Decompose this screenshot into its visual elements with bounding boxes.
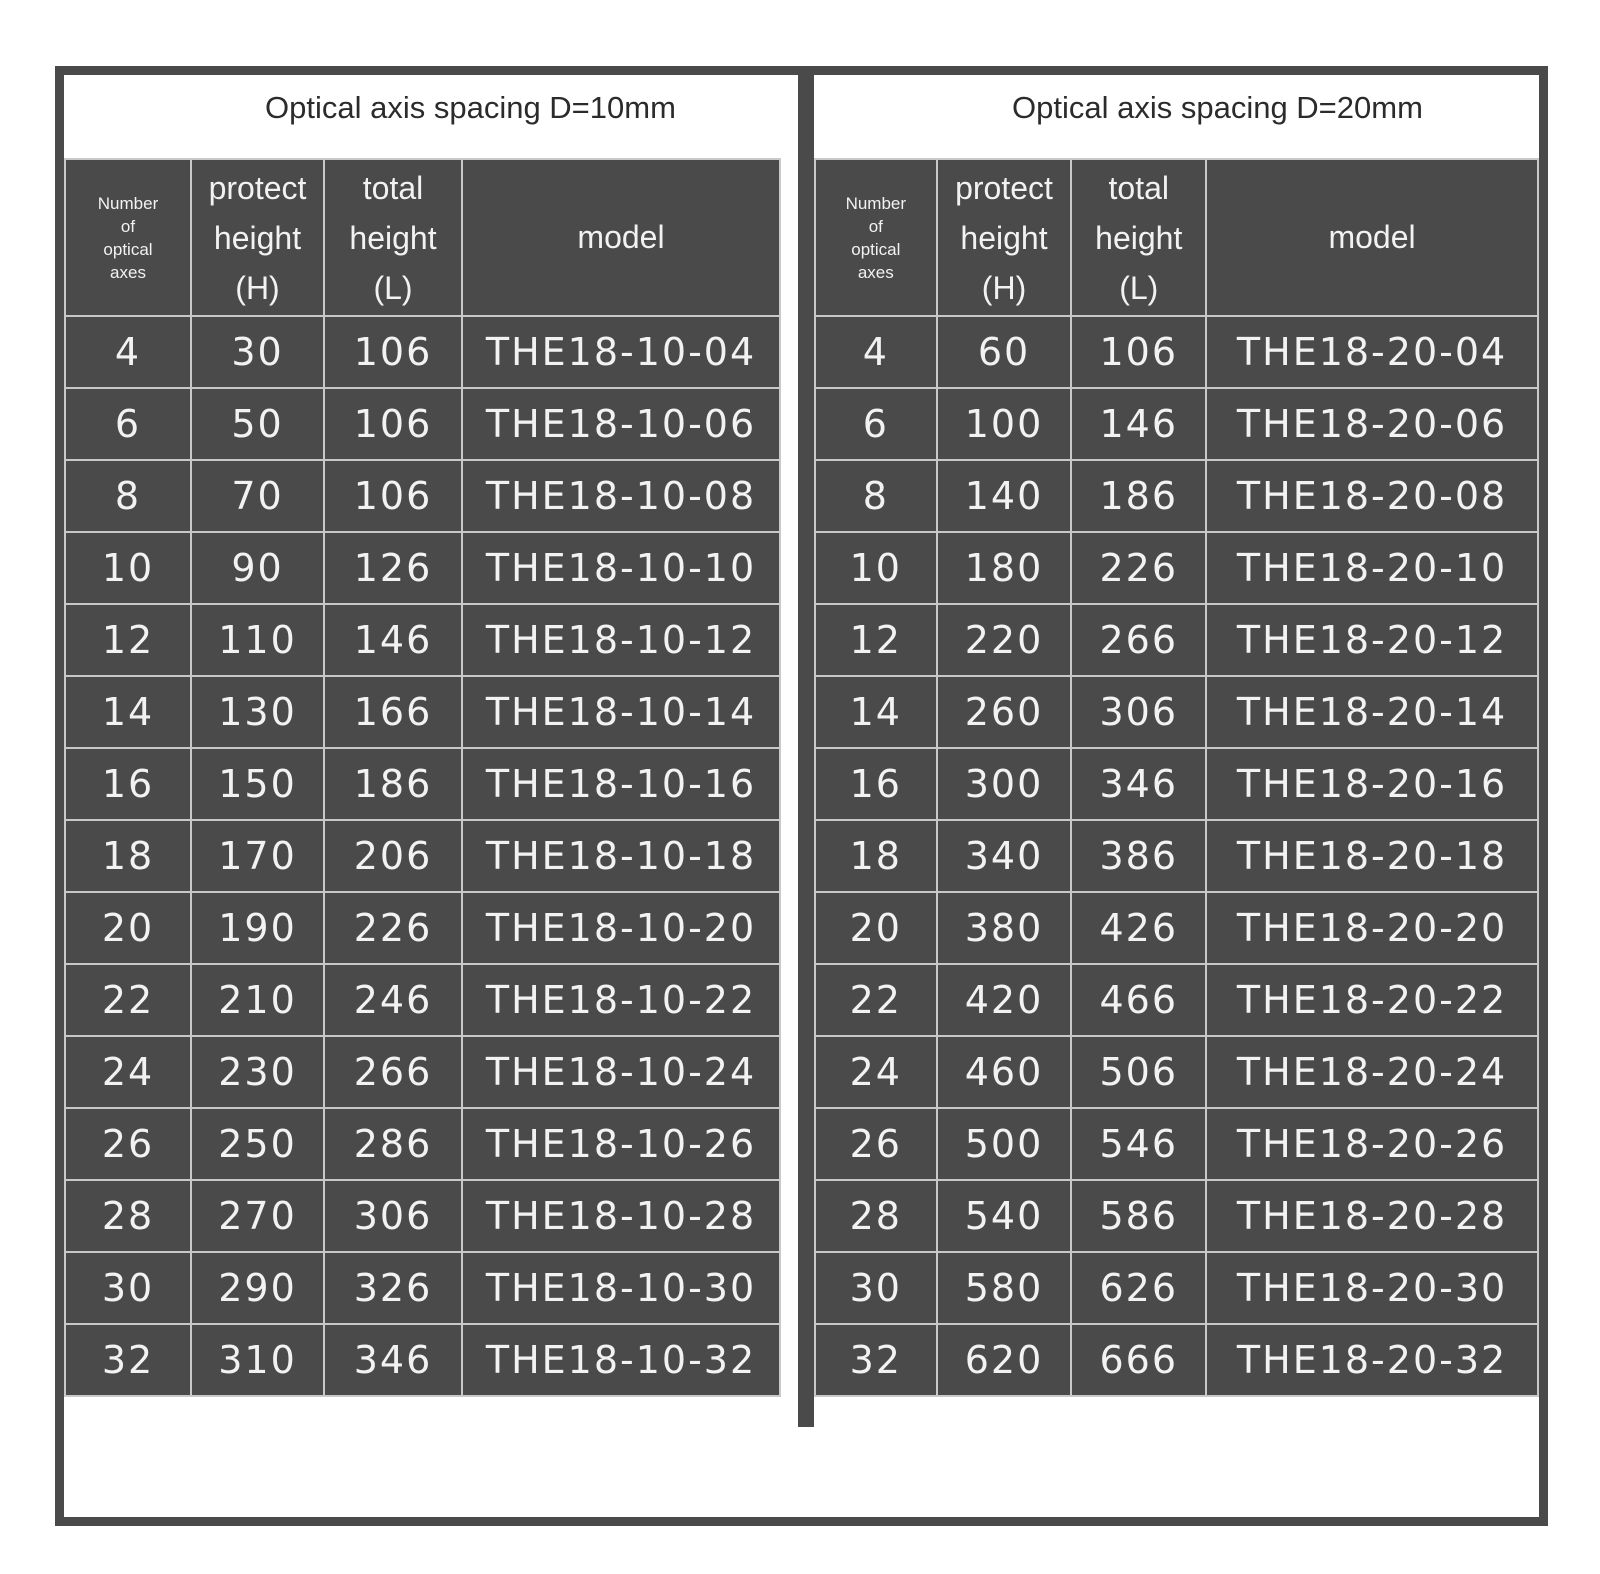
axes-count-cell: 18 [65, 820, 191, 892]
table-row [815, 892, 1538, 964]
header-model: model [1206, 159, 1538, 316]
protect-height-cell: 260 [937, 676, 1072, 748]
total-height-cell: 426 [1071, 892, 1206, 964]
header-axes-line: axes [110, 262, 146, 282]
model-cell: THE18-20-04 [1206, 316, 1538, 388]
model-cell: THE18-20-14 [1206, 676, 1538, 748]
total-height-cell: 306 [1071, 676, 1206, 748]
protect-height-cell: 110 [191, 604, 324, 676]
axes-count-cell: 6 [815, 388, 937, 460]
header-total-line: height [1095, 219, 1183, 256]
total-height-cell: 246 [324, 964, 462, 1036]
protect-height-cell: 140 [937, 460, 1072, 532]
table-row [815, 1324, 1538, 1396]
total-height-cell: 186 [324, 748, 462, 820]
protect-height-cell: 300 [937, 748, 1072, 820]
protect-height-cell: 540 [937, 1180, 1072, 1252]
total-height-cell: 146 [1071, 388, 1206, 460]
axes-count-cell: 12 [815, 604, 937, 676]
axes-count-cell: 32 [815, 1324, 937, 1396]
protect-height-cell: 420 [937, 964, 1072, 1036]
header-axes-count [815, 159, 937, 316]
table-row [65, 460, 780, 532]
total-height-cell: 126 [324, 532, 462, 604]
header-total-height [324, 159, 462, 316]
spec-table-body [65, 316, 780, 1396]
spec-table-body [815, 316, 1538, 1396]
model-cell: THE18-10-10 [462, 532, 780, 604]
header-protect-line: (H) [981, 269, 1027, 306]
axes-count-cell: 4 [815, 316, 937, 388]
header-row [815, 159, 1538, 316]
header-total-line: height [349, 219, 437, 256]
model-cell: THE18-20-08 [1206, 460, 1538, 532]
header-axes-line: of [868, 216, 883, 236]
axes-count-cell: 26 [815, 1108, 937, 1180]
table-row [815, 676, 1538, 748]
protect-height-cell: 380 [937, 892, 1072, 964]
protect-height-cell: 210 [191, 964, 324, 1036]
total-height-cell: 306 [324, 1180, 462, 1252]
table-row [815, 1108, 1538, 1180]
axes-count-cell: 6 [65, 388, 191, 460]
header-total-height [1071, 159, 1206, 316]
total-height-cell: 626 [1071, 1252, 1206, 1324]
total-height-cell: 546 [1071, 1108, 1206, 1180]
header-protect-line: height [960, 219, 1048, 256]
model-cell: THE18-10-26 [462, 1108, 780, 1180]
axes-count-cell: 22 [815, 964, 937, 1036]
header-axes-count [65, 159, 191, 316]
axes-count-cell: 32 [65, 1324, 191, 1396]
model-cell: THE18-20-18 [1206, 820, 1538, 892]
table-title: Optical axis spacing D=20mm [814, 75, 1539, 158]
protect-height-cell: 290 [191, 1252, 324, 1324]
total-height-cell: 206 [324, 820, 462, 892]
total-height-cell: 466 [1071, 964, 1206, 1036]
table-row [65, 316, 780, 388]
model-cell: THE18-20-12 [1206, 604, 1538, 676]
protect-height-cell: 620 [937, 1324, 1072, 1396]
table-row [815, 748, 1538, 820]
protect-height-cell: 180 [937, 532, 1072, 604]
protect-height-cell: 60 [937, 316, 1072, 388]
header-axes-line: axes [857, 262, 894, 282]
header-protect-height [191, 159, 324, 316]
table-row [815, 964, 1538, 1036]
spec-panel-10mm [64, 75, 798, 1397]
table-row [65, 748, 780, 820]
protect-height-cell: 70 [191, 460, 324, 532]
total-height-cell: 186 [1071, 460, 1206, 532]
protect-height-cell: 230 [191, 1036, 324, 1108]
table-row [65, 892, 780, 964]
model-cell: THE18-10-16 [462, 748, 780, 820]
model-cell: THE18-20-28 [1206, 1180, 1538, 1252]
total-height-cell: 346 [1071, 748, 1206, 820]
table-row [65, 964, 780, 1036]
table-row [815, 820, 1538, 892]
table-row [65, 1252, 780, 1324]
header-total-line: (L) [373, 269, 413, 306]
axes-count-cell: 22 [65, 964, 191, 1036]
protect-height-cell: 580 [937, 1252, 1072, 1324]
header-row [65, 159, 780, 316]
model-cell: THE18-10-08 [462, 460, 780, 532]
total-height-cell: 106 [324, 460, 462, 532]
axes-count-cell: 14 [815, 676, 937, 748]
model-cell: THE18-10-22 [462, 964, 780, 1036]
table-row [65, 1324, 780, 1396]
total-height-cell: 346 [324, 1324, 462, 1396]
model-cell: THE18-10-04 [462, 316, 780, 388]
model-cell: THE18-20-24 [1206, 1036, 1538, 1108]
model-cell: THE18-20-26 [1206, 1108, 1538, 1180]
header-axes-line: Number [845, 193, 907, 213]
table-row [815, 1180, 1538, 1252]
total-height-cell: 106 [324, 388, 462, 460]
table-row [815, 1252, 1538, 1324]
protect-height-cell: 50 [191, 388, 324, 460]
total-height-cell: 386 [1071, 820, 1206, 892]
header-protect-height [937, 159, 1072, 316]
model-cell: THE18-10-06 [462, 388, 780, 460]
total-height-cell: 146 [324, 604, 462, 676]
total-height-cell: 506 [1071, 1036, 1206, 1108]
total-height-cell: 166 [324, 676, 462, 748]
model-cell: THE18-20-32 [1206, 1324, 1538, 1396]
header-total-line: total [362, 169, 424, 206]
total-height-cell: 106 [324, 316, 462, 388]
model-cell: THE18-20-20 [1206, 892, 1538, 964]
table-row [65, 820, 780, 892]
axes-count-cell: 30 [65, 1252, 191, 1324]
axes-count-cell: 12 [65, 604, 191, 676]
protect-height-cell: 150 [191, 748, 324, 820]
protect-height-cell: 30 [191, 316, 324, 388]
axes-count-cell: 4 [65, 316, 191, 388]
table-row [65, 388, 780, 460]
protect-height-cell: 310 [191, 1324, 324, 1396]
axes-count-cell: 8 [65, 460, 191, 532]
axes-count-cell: 18 [815, 820, 937, 892]
protect-height-cell: 340 [937, 820, 1072, 892]
protect-height-cell: 250 [191, 1108, 324, 1180]
protect-height-cell: 130 [191, 676, 324, 748]
axes-count-cell: 24 [65, 1036, 191, 1108]
axes-count-cell: 16 [65, 748, 191, 820]
table-row [815, 1036, 1538, 1108]
table-row [65, 1036, 780, 1108]
model-cell: THE18-10-20 [462, 892, 780, 964]
table-row [65, 604, 780, 676]
model-cell: THE18-10-30 [462, 1252, 780, 1324]
axes-count-cell: 28 [815, 1180, 937, 1252]
axes-count-cell: 20 [65, 892, 191, 964]
axes-count-cell: 20 [815, 892, 937, 964]
protect-height-cell: 460 [937, 1036, 1072, 1108]
axes-count-cell: 14 [65, 676, 191, 748]
total-height-cell: 226 [324, 892, 462, 964]
header-protect-line: height [213, 219, 302, 256]
table-row [815, 604, 1538, 676]
header-protect-line: (H) [235, 269, 280, 306]
model-cell: THE18-20-22 [1206, 964, 1538, 1036]
model-cell: THE18-10-32 [462, 1324, 780, 1396]
model-cell: THE18-10-24 [462, 1036, 780, 1108]
protect-height-cell: 100 [937, 388, 1072, 460]
model-cell: THE18-20-30 [1206, 1252, 1538, 1324]
axes-count-cell: 10 [815, 532, 937, 604]
protect-height-cell: 500 [937, 1108, 1072, 1180]
axes-count-cell: 30 [815, 1252, 937, 1324]
total-height-cell: 266 [1071, 604, 1206, 676]
header-axes-line: optical [103, 239, 153, 259]
total-height-cell: 266 [324, 1036, 462, 1108]
spec-table [64, 158, 781, 1397]
model-cell: THE18-20-10 [1206, 532, 1538, 604]
total-height-cell: 226 [1071, 532, 1206, 604]
table-row [815, 316, 1538, 388]
header-axes-line: of [120, 216, 136, 236]
protect-height-cell: 270 [191, 1180, 324, 1252]
protect-height-cell: 190 [191, 892, 324, 964]
axes-count-cell: 16 [815, 748, 937, 820]
header-total-line: (L) [1119, 269, 1159, 306]
spec-panel-20mm [814, 75, 1539, 1397]
model-cell: THE18-20-16 [1206, 748, 1538, 820]
center-divider [798, 66, 814, 1427]
axes-count-cell: 24 [815, 1036, 937, 1108]
table-row [65, 532, 780, 604]
protect-height-cell: 220 [937, 604, 1072, 676]
protect-height-cell: 90 [191, 532, 324, 604]
table-row [815, 532, 1538, 604]
table-row [815, 460, 1538, 532]
model-cell: THE18-10-18 [462, 820, 780, 892]
header-protect-line: protect [955, 169, 1053, 206]
spec-table [814, 158, 1539, 1397]
header-axes-line: Number [97, 193, 159, 213]
protect-height-cell: 170 [191, 820, 324, 892]
header-axes-line: optical [851, 239, 901, 259]
table-row [65, 676, 780, 748]
table-row [65, 1108, 780, 1180]
axes-count-cell: 8 [815, 460, 937, 532]
axes-count-cell: 10 [65, 532, 191, 604]
table-row [815, 388, 1538, 460]
axes-count-cell: 26 [65, 1108, 191, 1180]
total-height-cell: 106 [1071, 316, 1206, 388]
axes-count-cell: 28 [65, 1180, 191, 1252]
total-height-cell: 666 [1071, 1324, 1206, 1396]
total-height-cell: 586 [1071, 1180, 1206, 1252]
model-cell: THE18-10-14 [462, 676, 780, 748]
model-cell: THE18-20-06 [1206, 388, 1538, 460]
total-height-cell: 326 [324, 1252, 462, 1324]
table-title: Optical axis spacing D=10mm [64, 75, 798, 158]
header-total-line: total [1108, 169, 1169, 206]
model-cell: THE18-10-28 [462, 1180, 780, 1252]
table-row [65, 1180, 780, 1252]
header-model: model [462, 159, 780, 316]
total-height-cell: 286 [324, 1108, 462, 1180]
model-cell: THE18-10-12 [462, 604, 780, 676]
header-protect-line: protect [208, 169, 307, 206]
